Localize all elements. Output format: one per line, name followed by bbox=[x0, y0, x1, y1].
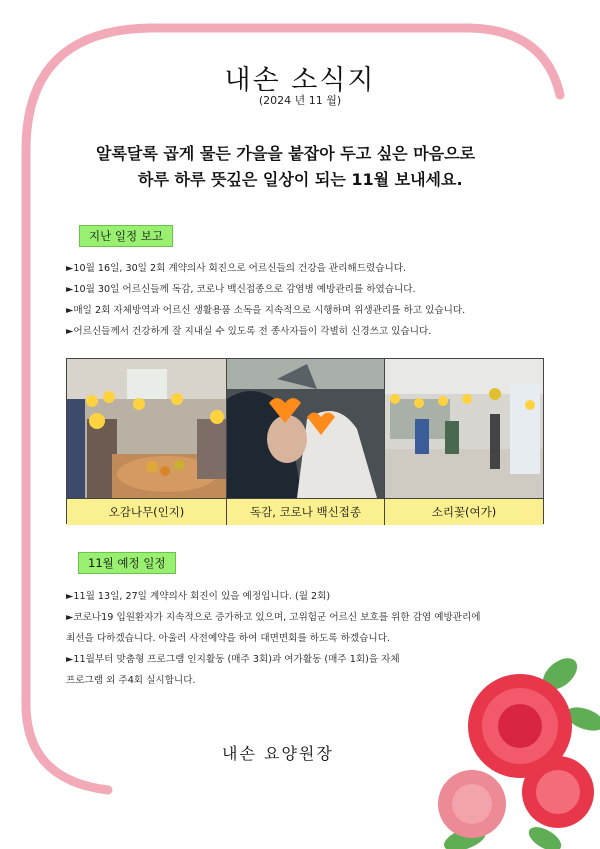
list-item: 최선을 다하겠습니다. 아울러 사전예약을 하여 대면면회를 하도록 하겠습니다. bbox=[66, 633, 391, 644]
photo-caption: 오감나무(인지) bbox=[67, 499, 227, 525]
list-item: ►코로나19 입원환자가 지속적으로 증가하고 있으며, 고위험군 어르신 보호를 위한 감염 예방관리에 bbox=[66, 612, 481, 623]
photo-captions bbox=[67, 498, 543, 524]
list-item: ►어르신들께서 건강하게 잘 지내실 수 있도록 전 종사자들이 각별히 신경쓰고 있습니다. bbox=[66, 326, 432, 337]
list-item: ►10월 16일, 30일 2회 계약의사 회진으로 어르신들의 건강을 관리해드렸습니다. bbox=[66, 263, 407, 274]
past-report-list bbox=[66, 258, 566, 342]
photo-table bbox=[66, 358, 544, 524]
intro-line-2: 하루 하루 뜻깊은 일상이 되는 11월 보내세요. bbox=[138, 170, 463, 189]
list-item: ►매일 2회 자체방역과 어르신 생활용품 소독을 지속적으로 시행하며 위생관리를 하고 있습니다. bbox=[66, 305, 466, 316]
photo-caption: 소리꽃(여가) bbox=[385, 499, 543, 525]
photo-activity-leisure bbox=[385, 359, 543, 498]
list-item: 프로그램 외 주4회 실시합니다. bbox=[66, 675, 196, 686]
list-item: ►11월부터 맞춤형 프로그램 인지활동 (매주 3회)과 여가활동 (매주 1회)을 자체 bbox=[66, 654, 400, 665]
list-item: ►10월 30일 어르신들께 독감, 코로나 백신접종으로 감염병 예방관리를 하였습니다. bbox=[66, 284, 416, 295]
past-report-label: 지난 일정 보고 bbox=[79, 225, 173, 247]
newsletter-title: 내손 소식지 bbox=[224, 65, 376, 96]
upcoming-label: 11월 예정 일정 bbox=[78, 552, 176, 574]
signature: 내손 요양원장 bbox=[222, 744, 334, 763]
list-item: ►11월 13일, 27일 계약의사 회진이 있을 예정입니다. (월 2회) bbox=[66, 591, 331, 602]
photo-activity-cognitive bbox=[67, 359, 227, 498]
photo-vaccination bbox=[227, 359, 385, 498]
newsletter-date: (2024 년 11 월) bbox=[258, 94, 342, 107]
carnation-flower-decoration bbox=[410, 634, 600, 849]
photo-caption: 독감, 코로나 백신접종 bbox=[227, 499, 385, 525]
intro-line-1: 알록달록 곱게 물든 가을을 붙잡아 두고 싶은 마음으로 bbox=[96, 144, 476, 163]
